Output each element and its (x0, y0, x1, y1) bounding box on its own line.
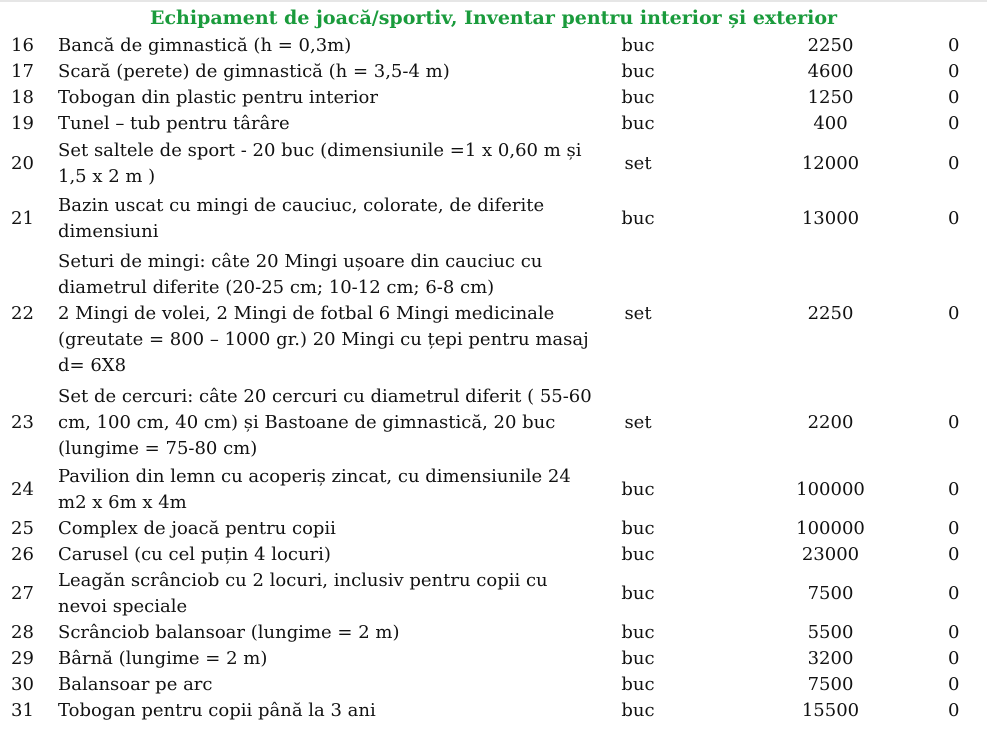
row-number: 21 (11, 208, 34, 229)
table-row (0, 698, 987, 724)
unit-price: 15500 (801, 700, 860, 721)
item-name-cell (57, 137, 603, 192)
quantity: 0 (948, 700, 960, 721)
row-number: 31 (11, 700, 34, 721)
item-name: Bazin uscat cu mingi de cauciuc, colorate, de diferite dimensiuni (58, 195, 545, 242)
table-row (0, 568, 987, 620)
item-name: Bârnă (lungime = 2 m) (58, 648, 268, 669)
item-name-cell (57, 672, 603, 698)
unit-of-measure: set (624, 303, 652, 324)
quantity: 0 (948, 303, 960, 324)
unit-of-measure: set (624, 153, 652, 174)
item-name-cell (57, 568, 603, 620)
unit-of-measure: buc (621, 61, 655, 82)
unit-of-measure: buc (621, 700, 655, 721)
unit-price: 3200 (807, 648, 854, 669)
row-number: 16 (11, 35, 34, 56)
unit-price: 2200 (807, 412, 854, 433)
quantity: 0 (948, 87, 960, 108)
unit-price: 12000 (801, 153, 860, 174)
row-number: 23 (11, 412, 34, 433)
item-name-cell (57, 698, 603, 724)
item-name-cell (57, 247, 603, 383)
row-number: 22 (11, 303, 34, 324)
quantity: 0 (948, 674, 960, 695)
item-name: Set de cercuri: câte 20 cercuri cu diametrul diferit ( 55-60 cm, 100 cm, 40 cm) și Bastoane de gimnastică, 20 buc (lungime = 75-80 cm) (58, 386, 592, 459)
row-number: 17 (11, 61, 34, 82)
unit-of-measure: buc (621, 648, 655, 669)
unit-price: 5500 (807, 622, 854, 643)
row-number: 20 (11, 153, 34, 174)
table-row (0, 192, 987, 247)
item-name: Balansoar pe arc (58, 674, 213, 695)
unit-price: 23000 (801, 544, 860, 565)
unit-of-measure: buc (621, 518, 655, 539)
unit-price: 13000 (801, 208, 860, 229)
unit-of-measure: buc (621, 35, 655, 56)
unit-price: 4600 (807, 61, 854, 82)
item-name-cell (57, 542, 603, 568)
unit-of-measure: set (624, 412, 652, 433)
row-number: 28 (11, 622, 34, 643)
unit-of-measure: buc (621, 674, 655, 695)
item-name: Scară (perete) de gimnastică (h = 3,5-4 m) (58, 61, 450, 82)
unit-price: 1250 (807, 87, 854, 108)
row-number: 29 (11, 648, 34, 669)
unit-price: 400 (813, 113, 848, 134)
row-number: 18 (11, 87, 34, 108)
item-name: Pavilion din lemn cu acoperiș zincat, cu dimensiunile 24 m2 x 6m x 4m (58, 466, 571, 513)
item-name-cell (57, 383, 603, 464)
table-row (0, 542, 987, 568)
table-row (0, 646, 987, 672)
unit-price: 7500 (807, 674, 854, 695)
item-name: Seturi de mingi: câte 20 Mingi ușoare din cauciuc cu diametrul diferite (20-25 cm; 10-12 cm; 6-8 cm) 2 Mingi de volei, 2 Mingi de fotbal 6 Mingi medicinale (greutate = 800 – 1000 gr.) 20 Mingi cu țepi pentru masaj d= 6X8 (58, 251, 589, 376)
item-name: Scrânciob balansoar (lungime = 2 m) (58, 622, 400, 643)
table-row (0, 672, 987, 698)
top-border-line (0, 0, 987, 2)
quantity: 0 (948, 61, 960, 82)
unit-of-measure: buc (621, 622, 655, 643)
quantity: 0 (948, 479, 960, 500)
item-name: Complex de joacă pentru copii (58, 518, 336, 539)
quantity: 0 (948, 208, 960, 229)
section-title: Echipament de joacă/sportiv, Inventar pentru interior și exterior (149, 7, 838, 29)
item-name-cell (57, 516, 603, 542)
table-row (0, 33, 987, 59)
item-name-cell (57, 192, 603, 247)
item-name-cell (57, 33, 603, 59)
unit-of-measure: buc (621, 87, 655, 108)
table-row (0, 383, 987, 464)
unit-of-measure: buc (621, 208, 655, 229)
quantity: 0 (948, 544, 960, 565)
table-row (0, 620, 987, 646)
item-name: Bancă de gimnastică (h = 0,3m) (58, 35, 352, 56)
quantity: 0 (948, 113, 960, 134)
item-name: Tobogan din plastic pentru interior (58, 87, 378, 108)
table-row (0, 516, 987, 542)
unit-price: 100000 (796, 479, 865, 500)
unit-price: 2250 (807, 303, 854, 324)
table-row (0, 85, 987, 111)
row-number: 30 (11, 674, 34, 695)
item-name: Tunel – tub pentru târâre (58, 113, 290, 134)
item-name: Tobogan pentru copii până la 3 ani (58, 700, 376, 721)
inventory-table-body (0, 33, 987, 724)
quantity: 0 (948, 412, 960, 433)
item-name-cell (57, 59, 603, 85)
item-name-cell (57, 620, 603, 646)
quantity: 0 (948, 622, 960, 643)
inventory-table (0, 33, 987, 724)
row-number: 25 (11, 518, 34, 539)
item-name: Carusel (cu cel puțin 4 locuri) (58, 544, 331, 565)
table-row (0, 464, 987, 516)
unit-of-measure: buc (621, 583, 655, 604)
quantity: 0 (948, 583, 960, 604)
quantity: 0 (948, 648, 960, 669)
unit-price: 7500 (807, 583, 854, 604)
item-name-cell (57, 111, 603, 137)
unit-of-measure: buc (621, 479, 655, 500)
quantity: 0 (948, 153, 960, 174)
unit-of-measure: buc (621, 544, 655, 565)
unit-price: 2250 (807, 35, 854, 56)
table-row (0, 247, 987, 383)
table-row (0, 59, 987, 85)
table-row (0, 111, 987, 137)
unit-price: 100000 (796, 518, 865, 539)
table-row (0, 137, 987, 192)
item-name: Leagăn scrânciob cu 2 locuri, inclusiv pentru copii cu nevoi speciale (58, 570, 548, 617)
row-number: 27 (11, 583, 34, 604)
row-number: 26 (11, 544, 34, 565)
item-name-cell (57, 646, 603, 672)
row-number: 19 (11, 113, 34, 134)
item-name: Set saltele de sport - 20 buc (dimensiunile =1 x 0,60 m și 1,5 x 2 m ) (58, 140, 582, 187)
quantity: 0 (948, 518, 960, 539)
item-name-cell (57, 464, 603, 516)
unit-of-measure: buc (621, 113, 655, 134)
row-number: 24 (11, 479, 34, 500)
quantity: 0 (948, 35, 960, 56)
item-name-cell (57, 85, 603, 111)
